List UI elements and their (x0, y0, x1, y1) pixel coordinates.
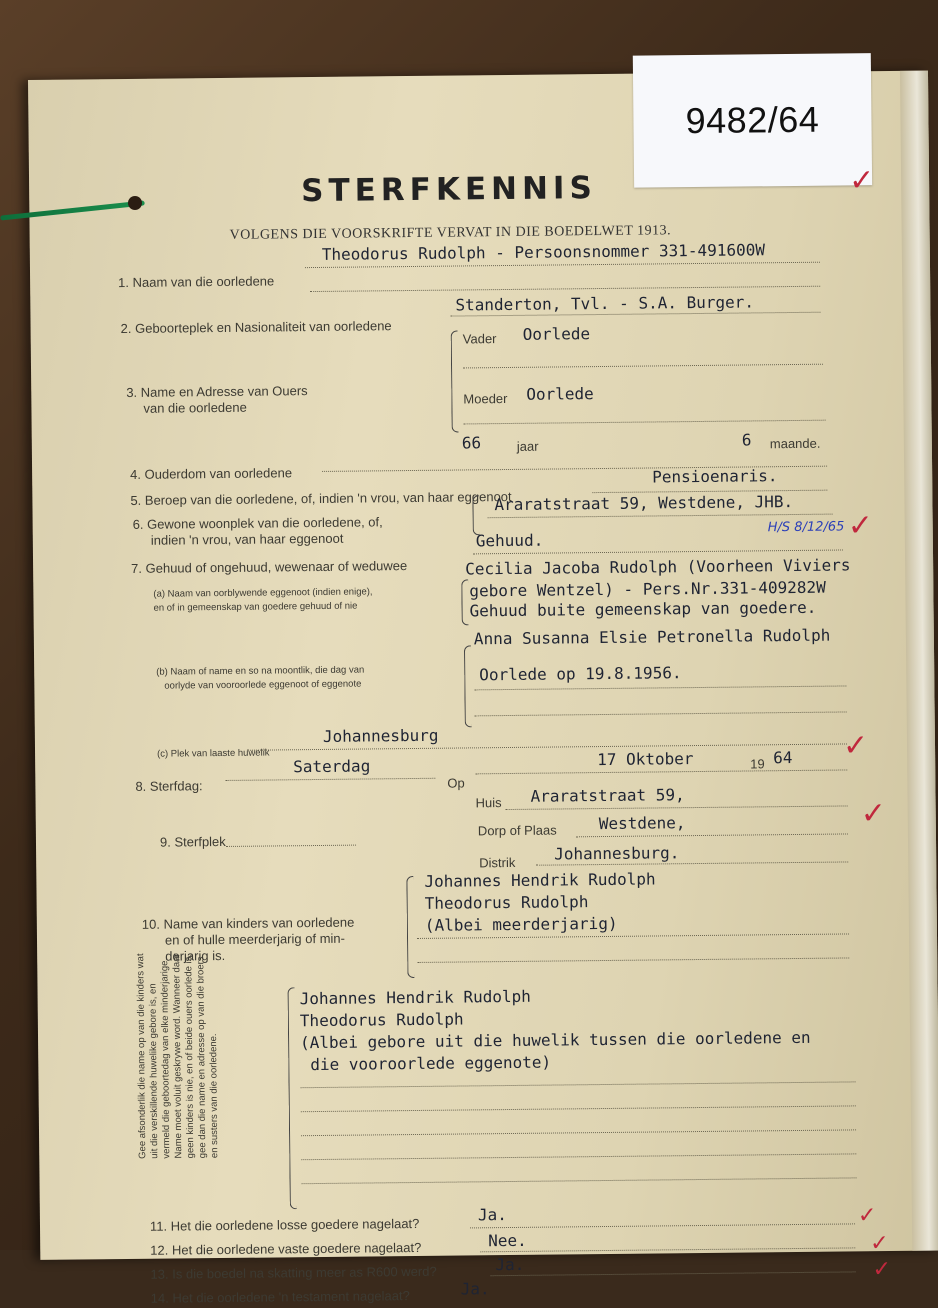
deceased-name-value: Theodorus Rudolph - Persoonsnommer 331-491600W (321, 240, 766, 264)
children-detail-line4: die vooroorlede eggenote) (310, 1052, 552, 1075)
children-label-line3: derjarig is. (165, 947, 226, 964)
estate-value-value: Ja. (495, 1254, 525, 1275)
death-date-op: Op (447, 775, 465, 791)
death-weekday-value: Saterdag (293, 756, 371, 777)
age-months-value: 6 (741, 430, 752, 450)
children-detail-line1: Johannes Hendrik Rudolph (299, 986, 531, 1009)
death-house-value: Araratstraat 59, (530, 785, 685, 806)
red-check-mark: ✓ (870, 1231, 889, 1257)
immovable-property-value: Nee. (488, 1230, 527, 1251)
dotted-line (226, 845, 356, 847)
red-check-mark: ✓ (872, 1257, 892, 1283)
children-value-line1: Johannes Hendrik Rudolph (424, 869, 656, 891)
birthplace-value: Standerton, Tvl. - S.A. Burger. (455, 292, 755, 315)
dotted-line (225, 778, 435, 781)
residence-value: Araratstraat 59, Westdene, JHB. (494, 492, 794, 515)
dotted-line (475, 711, 847, 716)
spouse-value-line2: gebore Wentzel) - Pers.Nr.331-409282W (469, 577, 826, 601)
previous-spouse-value-line2: Oorlede op 19.8.1956. (479, 663, 682, 685)
dotted-line (464, 420, 826, 425)
red-check-mark: ✓ (842, 728, 869, 764)
dotted-line (301, 1129, 856, 1136)
movable-property-value: Ja. (477, 1205, 507, 1225)
residence-label-line2: indien 'n vrou, van haar eggenoot (150, 530, 344, 548)
children-detail-line2: Theodorus Rudolph (299, 1009, 464, 1031)
father-value: Oorlede (522, 324, 591, 344)
death-date-value: 17 Oktober (597, 749, 694, 770)
occupation-value: Pensioenaris. (652, 466, 778, 487)
age-years-unit: jaar (516, 438, 539, 454)
death-year-value: 64 (773, 748, 793, 768)
mother-label: Moeder (463, 390, 508, 407)
red-check-mark: ✓ (857, 1203, 877, 1229)
marital-status-label: 7. Gehuud of ongehuud, wewenaar of weduwee (131, 558, 408, 576)
death-house-label: Huis (475, 795, 502, 811)
parents-brace (451, 331, 459, 433)
dotted-line (576, 833, 848, 837)
form-title: STERFKENNIS (300, 170, 598, 210)
previous-spouse-label-line1: (b) Naam of name en so na moontlik, die dag van (156, 664, 365, 678)
dotted-line (310, 286, 820, 292)
residence-label-line1: 6. Gewone woonplek van die oorledene, of, (132, 514, 383, 532)
immovable-property-label: 12. Het die oorledene vaste goedere nagelaat? (150, 1239, 422, 1258)
handwritten-annotation: H/S 8/12/65 (767, 519, 845, 536)
punch-hole (128, 196, 142, 210)
death-place-label: 9. Sterfplek (159, 833, 226, 850)
estate-value-label: 13. Is die boedel na skatting meer as R600 werd? (150, 1263, 437, 1282)
spouse-value-line1: Cecilia Jacoba Rudolph (Voorheen Viviers (465, 555, 851, 579)
red-check-mark: ✓ (848, 163, 875, 199)
parents-label-line2: van die oorledene (143, 399, 247, 416)
marital-status-value: Gehuud. (475, 530, 544, 551)
children-value-line3: (Albei meerderjarig) (424, 913, 618, 935)
children-label-line1: 10. Name van kinders van oorledene (141, 914, 355, 932)
children-value-line2: Theodorus Rudolph (424, 892, 589, 913)
age-label: 4. Ouderdom van oorledene (130, 465, 293, 482)
dotted-line (301, 1081, 856, 1088)
red-check-mark: ✓ (847, 508, 874, 544)
dotted-line (475, 769, 847, 774)
age-months-unit: maande. (769, 435, 821, 452)
dotted-line (491, 1271, 856, 1276)
testament-label: 14. Het die oorledene 'n testament nagelaat? (150, 1288, 410, 1306)
spouse-label-line1: (a) Naam van oorblywende eggenoot (indien enige), (153, 586, 373, 600)
previous-spouse-value-line1: Anna Susanna Elsie Petronella Rudolph (473, 625, 831, 649)
residence-brace (472, 495, 479, 535)
movable-property-label: 11. Het die oorledene losse goedere nagelaat? (149, 1215, 420, 1234)
death-town-label: Dorp of Plaas (477, 822, 557, 839)
death-district-label: Distrik (479, 854, 516, 871)
dotted-line (302, 1177, 857, 1184)
side-instructions: Gee afsonderlik die name op van die kinders wat uit die verskillende huwelike gebore is, en vermeld die geboortedag van elke minderjarige. Name moet voluit geskrywe word. Wanneer daar geen kinders is nie, en of beide ouers oorlede is, gee dan die name en adresse op van die broers en susters van die oorledene. (135, 953, 221, 1159)
previous-spouse-brace (464, 645, 472, 727)
dotted-line (417, 957, 849, 963)
spouse-value-line3: Gehuud buite gemeenskap van goedere. (469, 597, 817, 621)
children-brace (406, 876, 414, 978)
dotted-line (470, 1223, 855, 1228)
deceased-name-label: 1. Naam van die oorledene (118, 273, 275, 291)
death-district-value: Johannesburg. (554, 843, 680, 864)
death-notice-form (28, 71, 938, 1306)
age-years-value: 66 (461, 433, 482, 453)
dotted-line (463, 364, 823, 369)
spouse-label-line2: en of in gemeenskap van goedere gehuud of nie (153, 600, 358, 614)
children-detail-brace (288, 987, 297, 1209)
red-check-mark: ✓ (860, 796, 887, 832)
occupation-label: 5. Beroep van die oorledene, of, indien 'n vrou, van haar eggenoot (130, 488, 512, 508)
last-marriage-place-value: Johannesburg (322, 725, 439, 746)
dotted-line (301, 1105, 856, 1112)
children-label-line2: en of hulle meerderjarig of min- (164, 930, 346, 948)
death-year-prefix: 19 (750, 756, 765, 772)
testament-value: Ja. (460, 1279, 490, 1299)
case-number-label: 9482/64 (633, 53, 872, 187)
father-label: Vader (462, 331, 497, 347)
death-date-label: 8. Sterfdag: (135, 778, 203, 794)
dotted-line (301, 1153, 856, 1160)
parents-label-line1: 3. Name en Adresse van Ouers (126, 383, 308, 400)
previous-spouse-label-line2: oorlyde van vooroorlede eggenoot of eggenote (164, 678, 362, 692)
last-marriage-place-label: (c) Plek van laaste huwelik (157, 747, 270, 760)
death-town-value: Westdene, (598, 813, 686, 834)
mother-value: Oorlede (526, 384, 594, 404)
birthplace-label: 2. Geboorteplek en Nasionaliteit van oorledene (120, 318, 392, 337)
children-detail-line3: (Albei gebore uit die huwelik tussen die oorledene en (299, 1027, 811, 1053)
form-subtitle: VOLGENS DIE VOORSKRIFTE VERVAT IN DIE BOEDELWET 1913. (229, 223, 672, 243)
dotted-line (474, 685, 846, 690)
spouse-brace (461, 579, 468, 625)
